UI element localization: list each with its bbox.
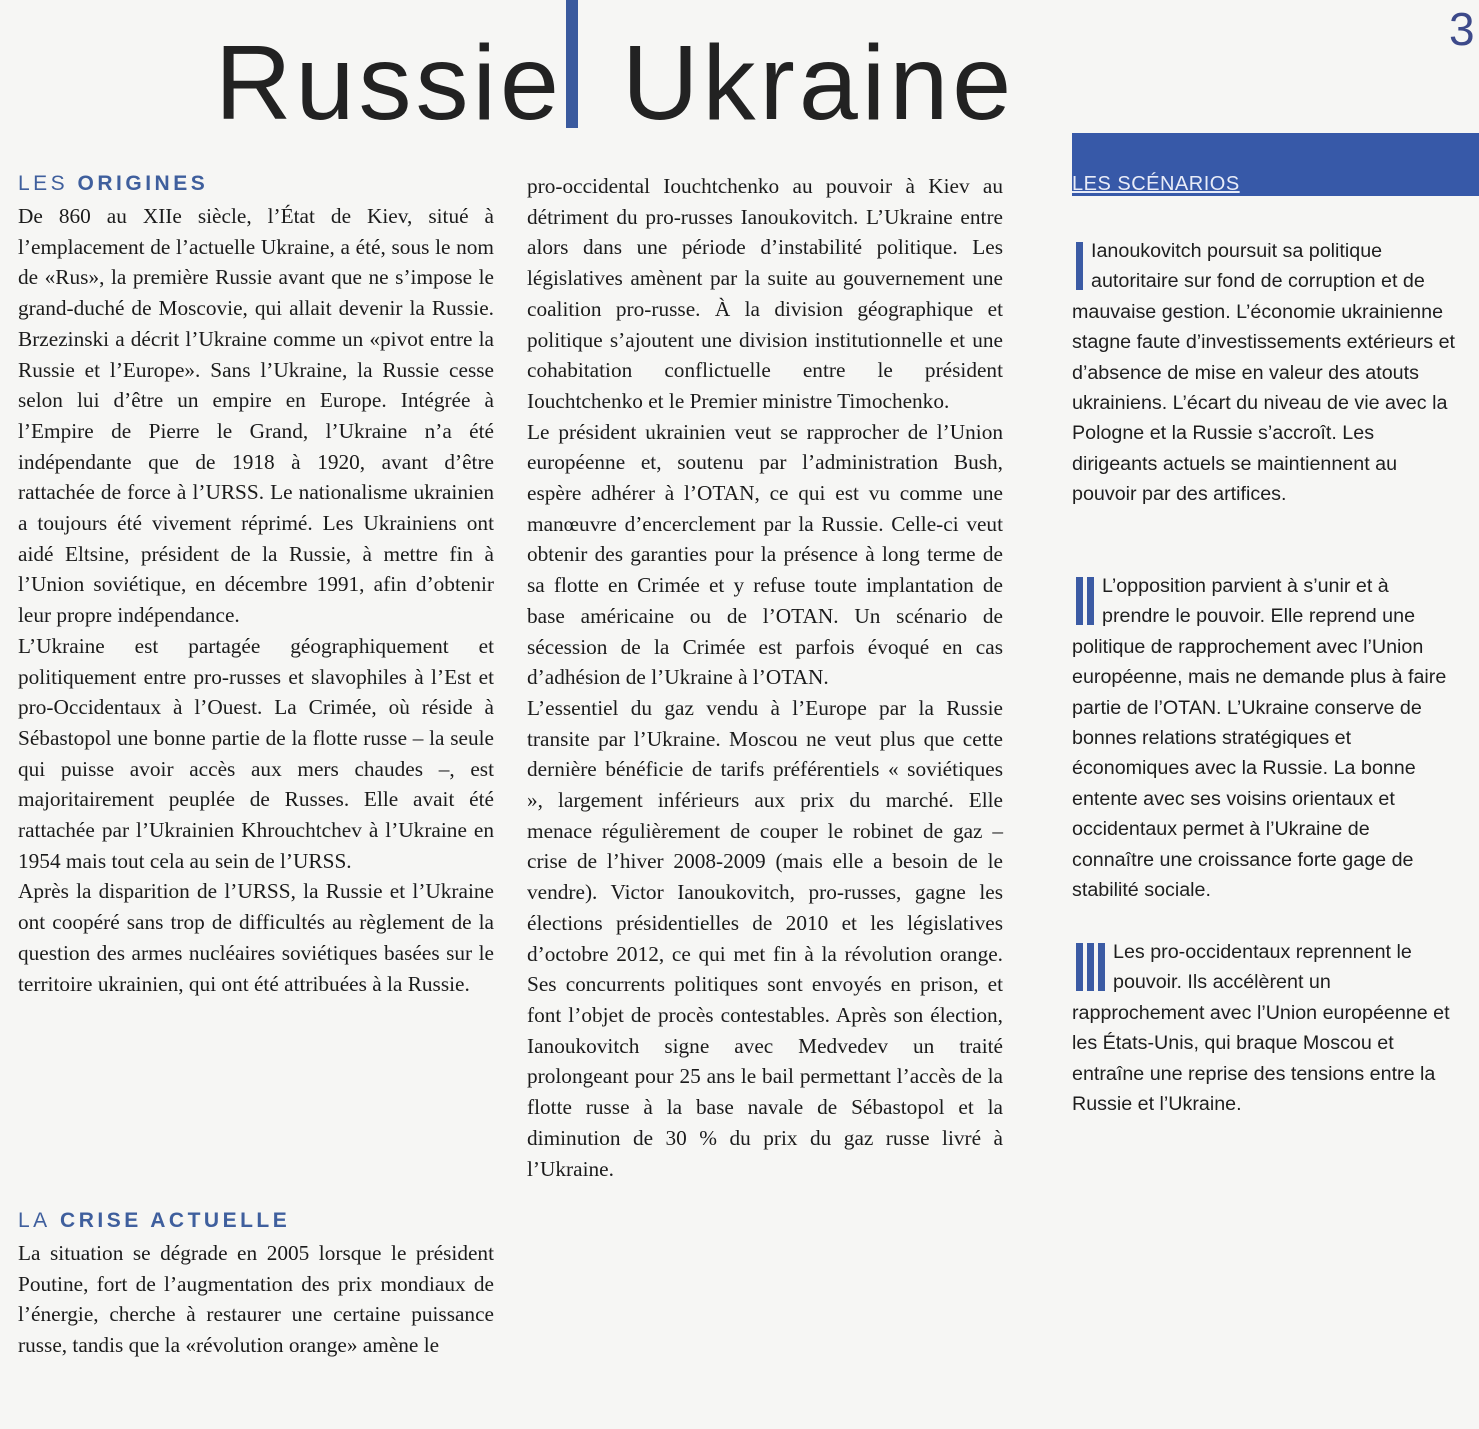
column-origins (18, 201, 494, 999)
page-title-ukraine: Ukraine (622, 24, 1016, 142)
paragraph: pro-occidental Iouchtchenko au pouvoir à Kiev au détriment du pro-russes Ianoukovitch. L’Ukraine entre alors dans une période d’instabilité politique. Les législatives amènent par la suite au gouvernement une coalition pro-russe. À la division géographique et politique s’ajoutent une division institutionnelle et une cohabitation conflictuelle entre le président Iouchtchenko et le Premier ministre Timochenko. (527, 174, 1003, 413)
scenarios-heading: LES SCÉNARIOS (1072, 173, 1240, 195)
heading-word: LA (18, 1209, 51, 1232)
roman-numeral-two-icon (1076, 577, 1094, 625)
paragraph: La situation se dégrade en 2005 lorsque le président Poutine, fort de l’augmentation des prix mondiaux de l’énergie, cherche à restaurer une certaine puissance russe, tandis que la «révolution orange» amène le (18, 1241, 494, 1358)
scenario-3 (1072, 937, 1457, 1119)
paragraph: L’essentiel du gaz vendu à l’Europe par la Russie transite par l’Ukraine. Moscou ne veut plus que cette dernière bénéficie de tarifs préférentiels « soviétiques », largement inférieurs aux prix du marché. Elle menace régulièrement de couper le robinet de gaz – crise de l’hiver 2008-2009 (mais elle a besoin de le vendre). Victor Ianoukovitch, pro-russes, gagne les élections présidentielles de 2010 et les législatives d’octobre 2012, ce qui met fin à la révolution orange. Ses concurrents politiques sont envoyés en prison, et font l’objet de procès contestables. Après son élection, Ianoukovitch signe avec Medvedev un traité prolongeant pour 25 ans le bail permettant l’accès de la flotte russe à la base navale de Sébastopol et la diminution de 30 % du prix du gaz russe livré à l’Ukraine. (527, 695, 1003, 1181)
roman-numeral-three-icon (1076, 943, 1105, 991)
page-title-russie: Russie (215, 24, 564, 142)
scenario-1 (1072, 236, 1457, 510)
paragraph: Après la disparition de l’URSS, la Russie et l’Ukraine ont coopéré sans trop de difficultés au règlement de la question des armes nucléaires soviétiques basées sur le territoire ukrainien, qui ont été attribuées à la Russie. (18, 879, 494, 996)
roman-numeral-one-icon (1076, 242, 1083, 290)
paragraph: L’Ukraine est partagée géographiquement et politiquement entre pro-russes et slavophiles à l’Est et pro-Occidentaux à l’Ouest. La Crimée, où réside à Sébastopol une bonne partie de la flotte russe – la seule qui puisse avoir accès aux mers chaudes –, est majoritairement peuplée de Russes. Elle avait été rattachée par l’Ukrainien Khrouchtchev à l’Ukraine en 1954 mais tout cela au sein de l’URSS. (18, 633, 494, 873)
scenarios-heading-bar (1072, 133, 1479, 196)
column-crisis-continued (527, 171, 1003, 1184)
paragraph: Le président ukrainien veut se rapprocher de l’Union européenne et, soutenu par l’administration Bush, espère adhérer à l’OTAN, ce qui est vu comme une manœuvre d’encerclement par la Russie. Celle-ci veut obtenir des garanties pour la présence à long terme de sa flotte en Crimée et y refuse toute implantation de base américaine ou de l’OTAN. Un scénario de sécession de la Crimée est parfois évoqué en cas d’adhésion de l’Ukraine à l’OTAN. (527, 419, 1003, 690)
heading-word: LES (18, 172, 69, 195)
scenario-text: Les pro-occidentaux reprennent le pouvoir. Ils accélèrent un rapprochement avec l’Union européenne et les États-Unis, qui braque Moscou et entraîne une reprise des tensions entre la Russie et l’Ukraine. (1072, 941, 1450, 1116)
section-heading-crisis (18, 1209, 290, 1233)
paragraph: De 860 au XIIe siècle, l’État de Kiev, situé à l’emplacement de l’actuelle Ukraine, a été, sous le nom de «Rus», la première Russie avant que ne s’impose le grand-duché de Moscovie, qui allait devenir la Russie. Brzezinski a décrit l’Ukraine comme un «pivot entre la Russie et l’Europe». Sans l’Ukraine, la Russie cesse selon lui d’être un empire en Europe. Intégrée à l’Empire de Pierre le Grand, l’Ukraine n’a été indépendante que de 1918 à 1920, avant d’être rattachée de force à l’URSS. Le nationalisme ukrainien a toujours été vivement réprimé. Les Ukrainiens ont aidé Eltsine, président de la Russie, à mettre fin à l’Union soviétique, en décembre 1991, afin d’obtenir leur propre indépendance. (18, 204, 494, 628)
section-heading-origins (18, 172, 208, 196)
scenario-2 (1072, 571, 1457, 905)
scenario-text: Ianoukovitch poursuit sa politique autoritaire sur fond de corruption et de mauvaise gestion. L’économie ukrainienne stagne faute d’investissements extérieurs et d’absence de mise en valeur des atouts ukrainiens. L’écart du niveau de vie avec la Pologne et la Russie s’accroît. Les dirigeants actuels se maintiennent au pouvoir par des artifices. (1072, 240, 1456, 506)
column-crisis-start (18, 1238, 494, 1361)
scenario-text: L’opposition parvient à s’unir et à prendre le pouvoir. Elle reprend une politique de rapprochement avec l’Union européenne, mais ne demande plus à faire partie de l’OTAN. L’Ukraine conserve de bonnes relations stratégiques et économiques avec la Russie. La bonne entente avec ses voisins orientaux et occidentaux permet à l’Ukraine de connaître une croissance forte gage de stabilité sociale. (1072, 575, 1447, 902)
title-divider-bar (566, 0, 578, 128)
page-number: 3 (1449, 3, 1475, 55)
heading-word: ORIGINES (77, 172, 209, 195)
heading-word: CRISE ACTUELLE (60, 1209, 291, 1232)
